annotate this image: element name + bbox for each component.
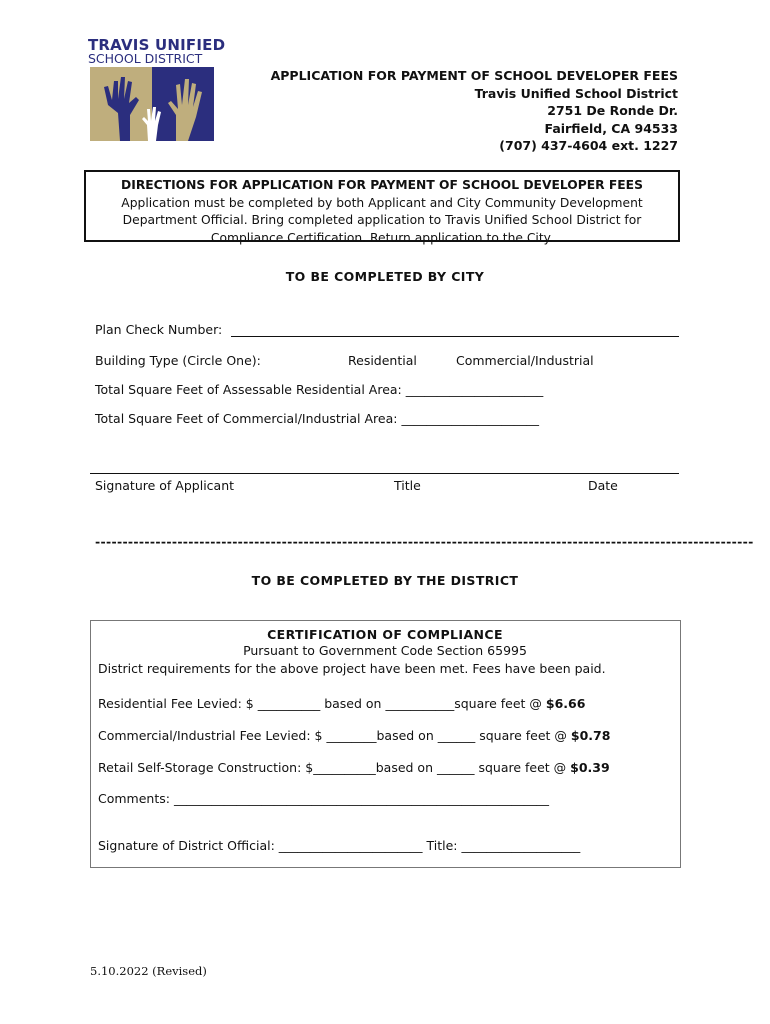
storage-rate: $0.39	[570, 760, 610, 775]
certification-subtitle: Pursuant to Government Code Section 65995	[243, 643, 527, 658]
certification-title: CERTIFICATION OF COMPLIANCE	[267, 627, 503, 642]
commercial-fee-text: Commercial/Industrial Fee Levied: $ ________based on ______ square feet @	[98, 728, 571, 743]
residential-rate: $6.66	[545, 696, 586, 711]
form-title: APPLICATION FOR PAYMENT OF SCHOOL DEVELOPER FEES	[270, 68, 678, 83]
organization-name: Travis Unified School District	[474, 85, 678, 101]
directions-line-2: Department Official. Bring completed application to Travis Unified School District for	[122, 213, 642, 227]
certification-statement: District requirements for the above project have been met. Fees have been paid.	[98, 661, 606, 676]
city-address: Fairfield, CA 94533	[544, 120, 678, 136]
residential-area-field[interactable]: Total Square Feet of Assessable Residential Area: ______________________	[95, 382, 544, 397]
street-address: 2751 De Ronde Dr.	[547, 103, 678, 118]
city-section-title: TO BE COMPLETED BY CITY	[285, 269, 485, 284]
district-section-title: TO BE COMPLETED BY THE DISTRICT	[251, 573, 519, 588]
directions-line-1: Application must be completed by both Applicant and City Community Development	[121, 195, 643, 210]
building-type-label: Building Type (Circle One):	[95, 353, 261, 368]
storage-fee-text: Retail Self-Storage Construction: $__________based on ______ square feet @	[98, 760, 571, 775]
directions-line-3: Compliance Certification. Return application to the City.	[210, 230, 554, 245]
district-logo	[88, 36, 226, 144]
logo-text-line2: SCHOOL DISTRICT	[88, 51, 203, 66]
storage-fee-row[interactable]	[98, 760, 610, 775]
revision-date: 5.10.2022 (Revised)	[90, 964, 207, 978]
official-signature-field[interactable]: Signature of District Official: _______________________ Title: ___________________	[98, 838, 581, 853]
residential-fee-row[interactable]	[98, 696, 585, 711]
commercial-rate: $0.78	[570, 728, 611, 743]
commercial-fee-row[interactable]	[98, 728, 610, 743]
residential-fee-text: Residential Fee Levied: $ __________ based on ___________square feet @	[98, 696, 546, 711]
logo-text-line1: TRAVIS UNIFIED	[88, 36, 226, 54]
header-block	[271, 67, 678, 155]
building-type-residential[interactable]: Residential	[348, 353, 417, 368]
date-label: Date	[588, 478, 618, 493]
building-type-commercial[interactable]: Commercial/Industrial	[456, 353, 594, 368]
signature-applicant-label: Signature of Applicant	[95, 478, 235, 493]
plan-check-field[interactable]	[231, 322, 679, 337]
phone-number: (707) 437-4604 ext. 1227	[499, 138, 678, 153]
hands-icon	[90, 67, 214, 141]
comments-field[interactable]: Comments: ____________________________________________________________	[98, 791, 549, 806]
directions-title: DIRECTIONS FOR APPLICATION FOR PAYMENT OF SCHOOL DEVELOPER FEES	[121, 178, 643, 192]
title-label: Title	[394, 478, 421, 493]
signature-line[interactable]	[90, 473, 679, 474]
plan-check-label: Plan Check Number:	[95, 322, 223, 337]
directions-box	[84, 170, 680, 245]
section-separator: ------------------------------------------------------------------------------------------------------------------------	[95, 534, 754, 549]
commercial-area-field[interactable]: Total Square Feet of Commercial/Industrial Area: ______________________	[95, 411, 539, 426]
